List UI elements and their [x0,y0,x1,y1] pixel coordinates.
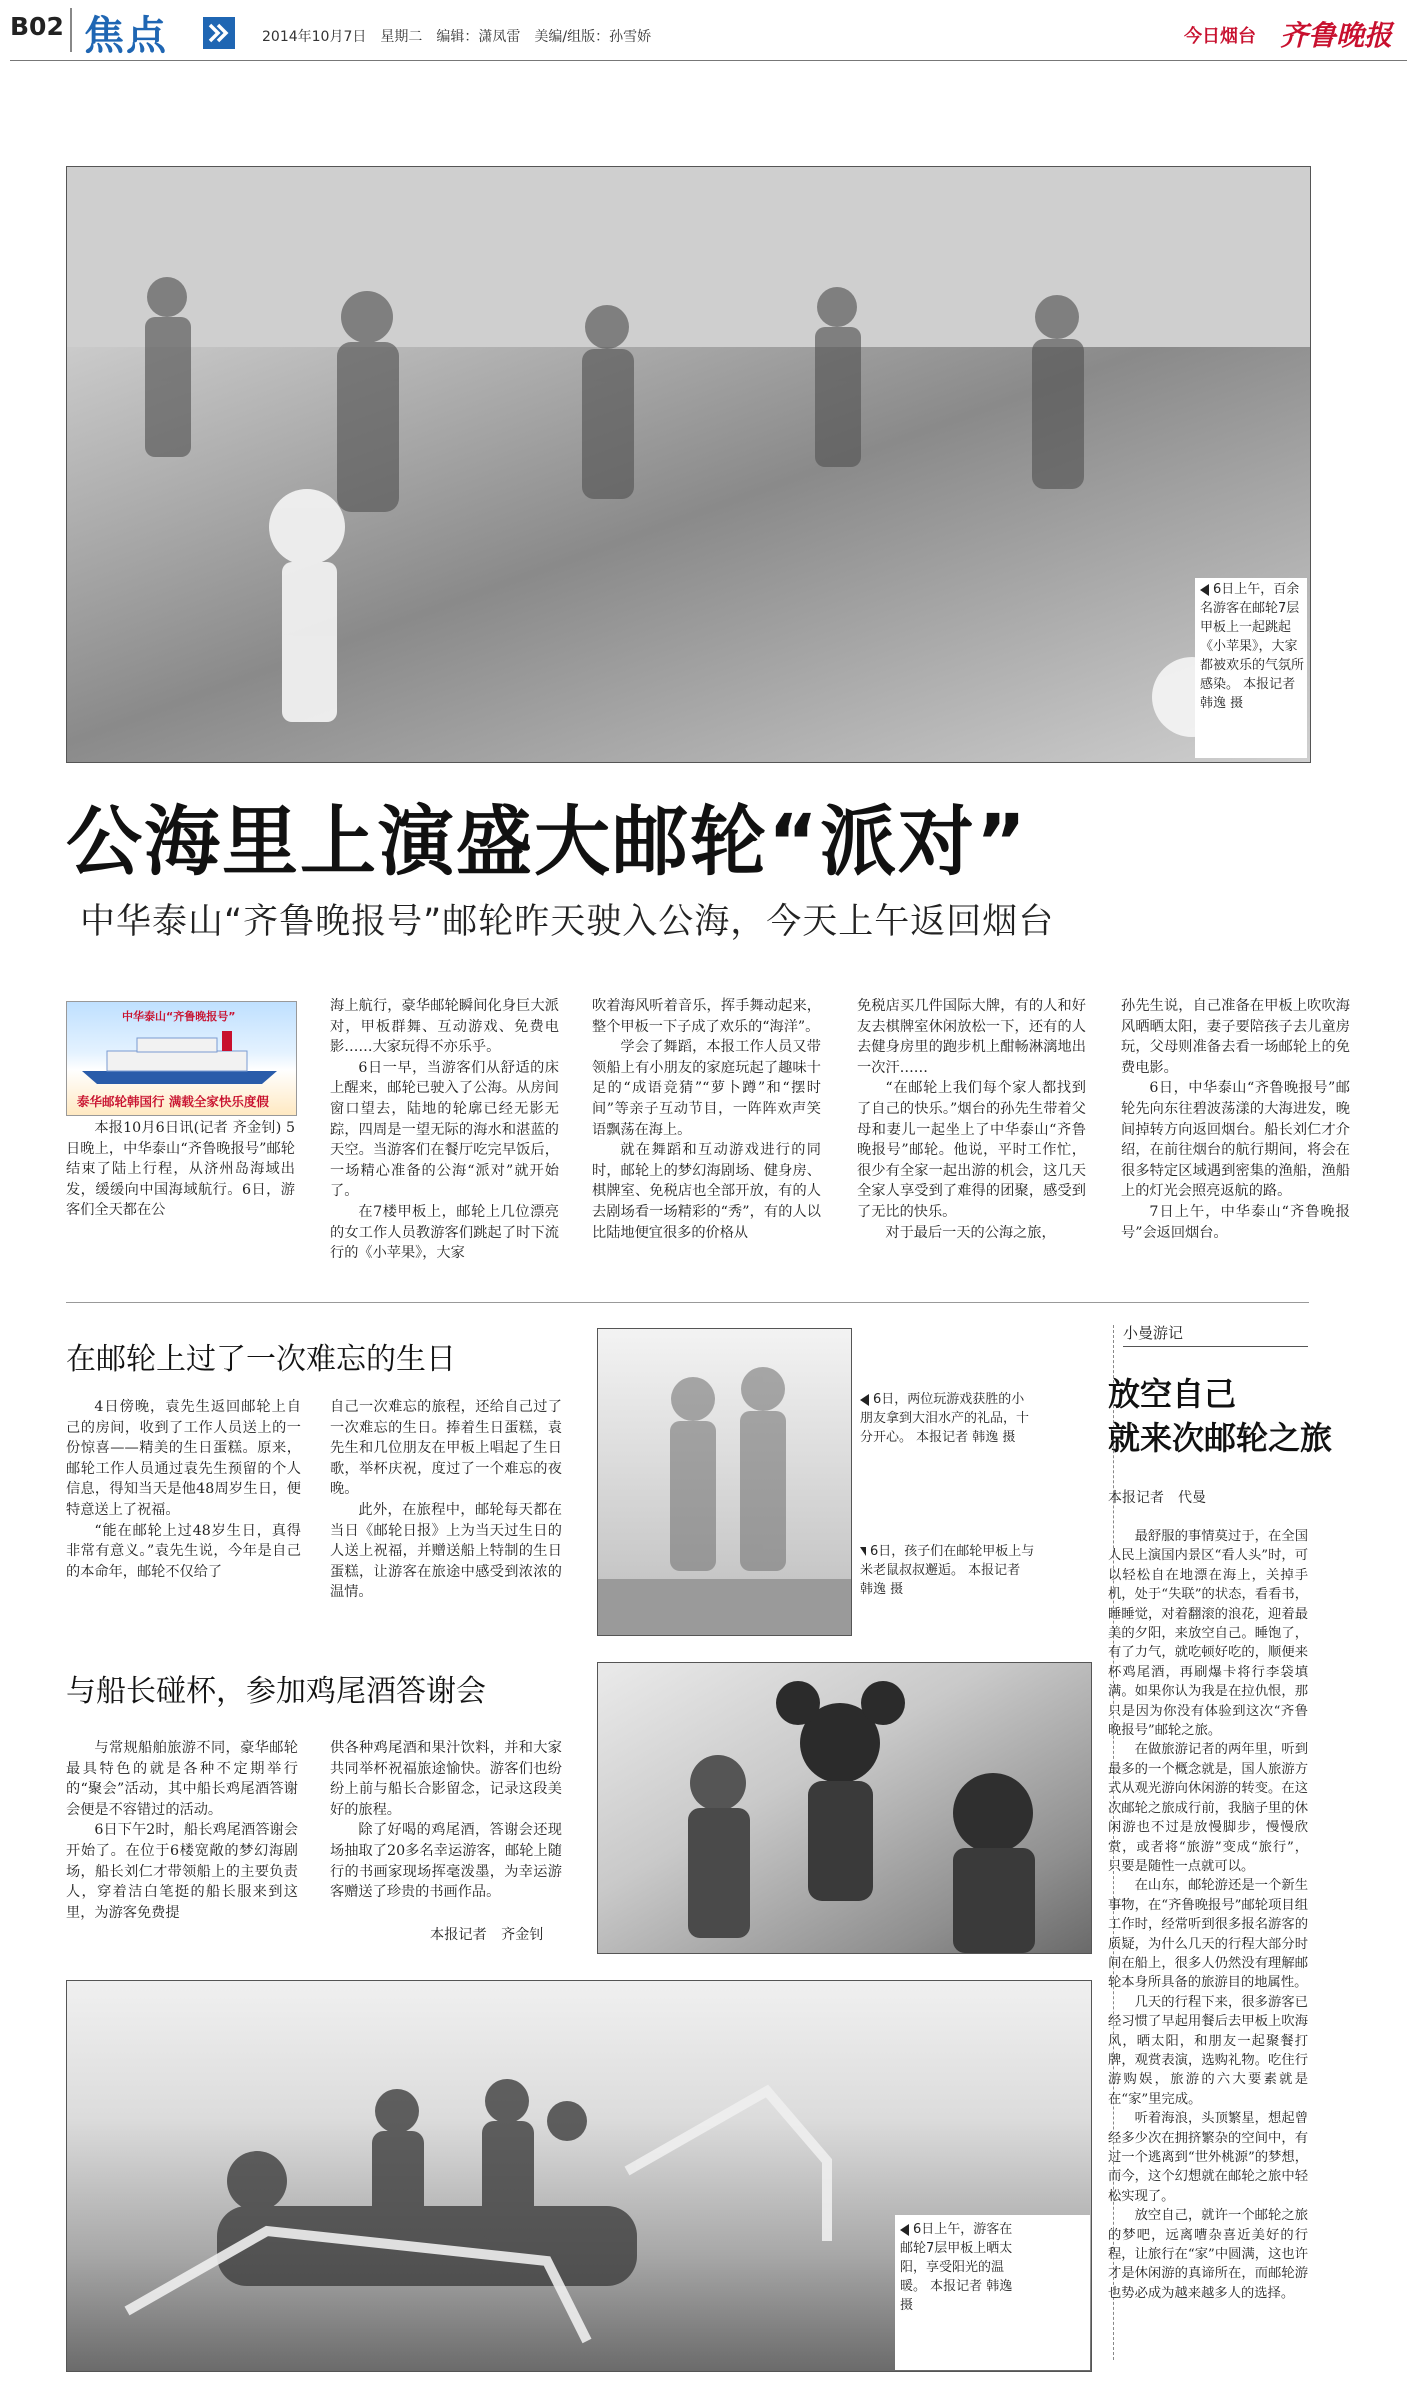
header-divider [70,8,72,52]
cruise-ship-icon [77,1026,287,1086]
paragraph: 听着海浪，头顶繁星，想起曾经多少次在拥挤繁杂的空间中，有过一个逃离到“世外桃源”的梦想，而今，这个幻想就在邮轮之旅中轻松实现了。 [1108,2111,1308,2204]
caption-pointer-icon [860,1394,869,1406]
paragraph: 在山东，邮轮游还是一个新生事物，在“齐鲁晚报号”邮轮项目组工作时，经常听到很多报名游客的质疑，为什么几天的行程大部分时间在船上，很多人仍然没有理解邮轮本身所具备的旅游目的地属性。 [1108,1878,1308,1991]
paragraph: 海上航行，豪华邮轮瞬间化身巨大派对，甲板群舞、互动游戏、免费电影……大家玩得不亦乐乎。 [330,998,559,1056]
birthday-col2 [330,1397,562,1603]
photo-mickey-deck [597,1662,1092,1954]
caption-pointer-icon [900,2224,909,2236]
paragraph: 自己一次难忘的旅程，还给自己过了一次难忘的生日。捧着生日蛋糕，袁先生和几位朋友在甲板上唱起了生日歌，举杯庆祝，度过了一个难忘的夜晚。 [330,1399,562,1498]
captain-col1 [66,1738,298,1923]
main-article-col4 [857,996,1086,1243]
paragraph: 7日上午，中华泰山“齐鲁晚报号”会返回烟台。 [1121,1203,1350,1241]
sidebar-title-line2: 就来次邮轮之旅 [1108,1419,1333,1457]
banner-top-text: 中华泰山“齐鲁晚报号” [122,1010,236,1023]
banner-bottom-text: 泰华邮轮韩国行 满载全家快乐度假 [77,1094,269,1109]
photo-bottom-caption: 6日上午，游客在邮轮7层甲板上晒太阳，享受阳光的温暖。 本报记者 韩逸 摄 [900,2222,1013,2313]
section-divider [66,1302,1309,1303]
paragraph: 在做旅游记者的两年里，听到最多的一个概念就是，国人旅游方式从观光游向休闲游的转变。在这次邮轮之旅成行前，我脑子里的休闲游也不过是放慢脚步，慢慢欣赏，或者将“旅游”变成“旅行”，只要是随性一点就可以。 [1108,1742,1308,1874]
paragraph: 供各种鸡尾酒和果汁饮料，并和大家共同举杯祝福旅途愉快。游客们也纷纷上前与船长合影留念，记录这段美好的旅程。 [330,1740,562,1818]
caption-pointer-icon [1200,584,1209,596]
paragraph: “在邮轮上我们每个家人都找到了自己的快乐。”烟台的孙先生带着父母和妻儿一起坐上了中华泰山“齐鲁晚报号”邮轮。他说，平时工作忙，很少有全家一起出游的机会，这几天全家人享受到了难得的团聚，感受到了无比的快乐。 [857,1080,1086,1220]
main-article-col3 [592,996,821,1243]
header-info: 2014年10月7日 星期二 编辑：潇凤雷 美编/组版：孙雪娇 [262,29,652,45]
section-title: 焦点 [84,13,168,59]
paragraph: 6日下午2时，船长鸡尾酒答谢会开始了。在位于6楼宽敞的梦幻海剧场，船长刘仁才带领船上的主要负责人，穿着洁白笔挺的船长服来到这里，为游客免费提 [66,1822,298,1921]
paragraph: 放空自己，就许一个邮轮之旅的梦吧，远离嘈杂喜近美好的行程，让旅行在“家”中圆满，这也许才是休闲游的真谛所在，而邮轮游也势必成为越来越多人的选择。 [1108,2208,1308,2301]
paragraph: 学会了舞蹈，本报工作人员又带领船上有小朋友的家庭玩起了趣味十足的“成语竞猜”“萝卜蹲”和“摆时间”等亲子互动节目，一阵阵欢声笑语飘荡在海上。 [592,1039,821,1138]
sidebar-title-line1: 放空自己 [1108,1375,1237,1413]
sidebar-tag: 小曼游记 [1123,1322,1308,1347]
paragraph: 在7楼甲板上，邮轮上几位漂亮的女工作人员教游客们跳起了时下流行的《小苹果》，大家 [330,1203,559,1262]
captain-byline: 本报记者 齐金钊 [430,1927,544,1943]
paragraph: 本报10月6日讯(记者 齐金钊) 5日晚上，中华泰山“齐鲁晚报号”邮轮结束了陆上行程，从济州岛海域出发，缓缓向中国海域航行。6日，游客们全天都在公 [66,1120,295,1219]
chevron-right-icon [203,17,235,49]
main-article-col5 [1121,996,1350,1243]
photo-girls-caption2: 6日，孩子们在邮轮甲板上与米老鼠叔叔邂逅。 本报记者 韩逸 摄 [860,1544,1035,1597]
birthday-col1 [66,1397,301,1582]
paragraph: 对于最后一天的公海之旅， [885,1224,1056,1241]
header-rule [10,60,1407,61]
paragraph: 就在舞蹈和互动游戏进行的同时，邮轮上的梦幻海剧场、健身房、棋牌室、免税店也全部开放，有的人去剧场看一场精彩的“秀”，有的人以比陆地便宜很多的价格从 [592,1142,821,1241]
birthday-headline: 在邮轮上过了一次难忘的生日 [66,1342,456,1377]
photo-dancing-deck [66,166,1311,763]
photo-top-caption: 6日上午，百余名游客在邮轮7层甲板上一起跳起《小苹果》，大家都被欢乐的气氛所感染。 本报记者 韩逸 摄 [1200,582,1305,711]
captain-headline: 与船长碰杯，参加鸡尾酒答谢会 [66,1674,486,1709]
paragraph: “能在邮轮上过48岁生日，真得非常有意义。”袁先生说，今年是自己的本命年，邮轮不仅给了 [66,1522,301,1580]
promo-banner [66,1001,297,1116]
paragraph: 最舒服的事情莫过于，在全国人民上演国内景区“看人头”时，可以轻松自在地漂在海上，关掉手机，处于“失联”的状态，看看书，睡睡觉，对着翻滚的浪花，迎着最美的夕阳，来放空自己。睡饱了，有了力气，就吃顿好吃的，顺便来杯鸡尾酒，再刷爆卡将行李袋填满。如果你认为我是在拉仇恨，那只是因为你没有体验到这次“齐鲁晚报号”邮轮之旅。 [1108,1529,1308,1739]
paragraph: 此外，在旅程中，邮轮每天都在当日《邮轮日报》上为当天过生日的人送上祝福，并赠送船上特制的生日蛋糕，让游客在旅途中感受到浓浓的温情。 [330,1501,562,1601]
paragraph: 除了好喝的鸡尾酒，答谢会还现场抽取了20多名幸运游客，邮轮上随行的书画家现场挥毫泼墨，为幸运游客赠送了珍贵的书画作品。 [330,1822,562,1901]
paragraph: 6日，中华泰山“齐鲁晚报号”邮轮先向东往碧波荡漾的大海进发，晚间掉转方向返回烟台。船长刘仁才介绍，在前往烟台的航行期间，将会在很多特定区域遇到密集的渔船，渔船上的灯光会照亮返航的路。 [1121,1080,1350,1200]
paragraph: 免税店买几件国际大牌，有的人和好友去棋牌室休闲放松一下，还有的人去健身房里的跑步机上酣畅淋漓地出一次汗…… [857,998,1086,1076]
paragraph: 与常规船舶旅游不同，豪华邮轮最具特色的就是各种不定期举行的“聚会”活动，其中船长鸡尾酒答谢会便是不容错过的活动。 [66,1740,298,1818]
paragraph: 6日一早，当游客们从舒适的床上醒来，邮轮已驶入了公海。从房间窗口望去，陆地的轮廓已经无影无踪，四周是一望无际的海水和湛蓝的天空。当游客们在餐厅吃完早饭后，一场精心准备的公海“派对”就开始了。 [330,1059,559,1200]
edition-label: 今日烟台 [1184,26,1256,47]
caption-pointer-down-icon [860,1547,866,1556]
photo-girls-caption1: 6日，两位玩游戏获胜的小朋友拿到大泪水产的礼品，十分开心。 本报记者 韩逸 摄 [860,1392,1030,1445]
brand-logo: 齐鲁晚报 [1280,19,1393,52]
captain-col2 [330,1738,562,1903]
main-article-col2 [330,996,559,1264]
main-subheadline: 中华泰山“齐鲁晚报号”邮轮昨天驶入公海，今天上午返回烟台 [80,902,1055,942]
paragraph: 几天的行程下来，很多游客已经习惯了早起用餐后去甲板上吹海风，晒太阳，和朋友一起聚餐打牌，观赏表演，选购礼物。吃住行游购娱，旅游的六大要素就是在“家”里完成。 [1108,1994,1308,2107]
paragraph: 孙先生说，自己准备在甲板上吹吹海风晒晒太阳，妻子要陪孩子去儿童房玩，父母则准备去看一场邮轮上的免费电影。 [1121,998,1350,1076]
sidebar-body [1108,1527,1308,2303]
photo-kids-prizes [597,1328,852,1636]
main-article-col1 [66,1118,295,1221]
paragraph: 4日傍晚，袁先生返回邮轮上自己的房间，收到了工作人员送上的一份惊喜——精美的生日蛋糕。原来，邮轮工作人员通过袁先生预留的个人信息，得知当天是他48周岁生日，便特意送上了祝福。 [66,1399,301,1518]
page-number: B02 [10,12,64,41]
sidebar-byline: 本报记者 代曼 [1108,1490,1206,1506]
paragraph: 吹着海风听着音乐，挥手舞动起来，整个甲板一下子成了欢乐的“海洋”。 [592,998,821,1035]
main-headline: 公海里上演盛大邮轮“派对” [66,797,1028,886]
page-header [0,0,1417,62]
